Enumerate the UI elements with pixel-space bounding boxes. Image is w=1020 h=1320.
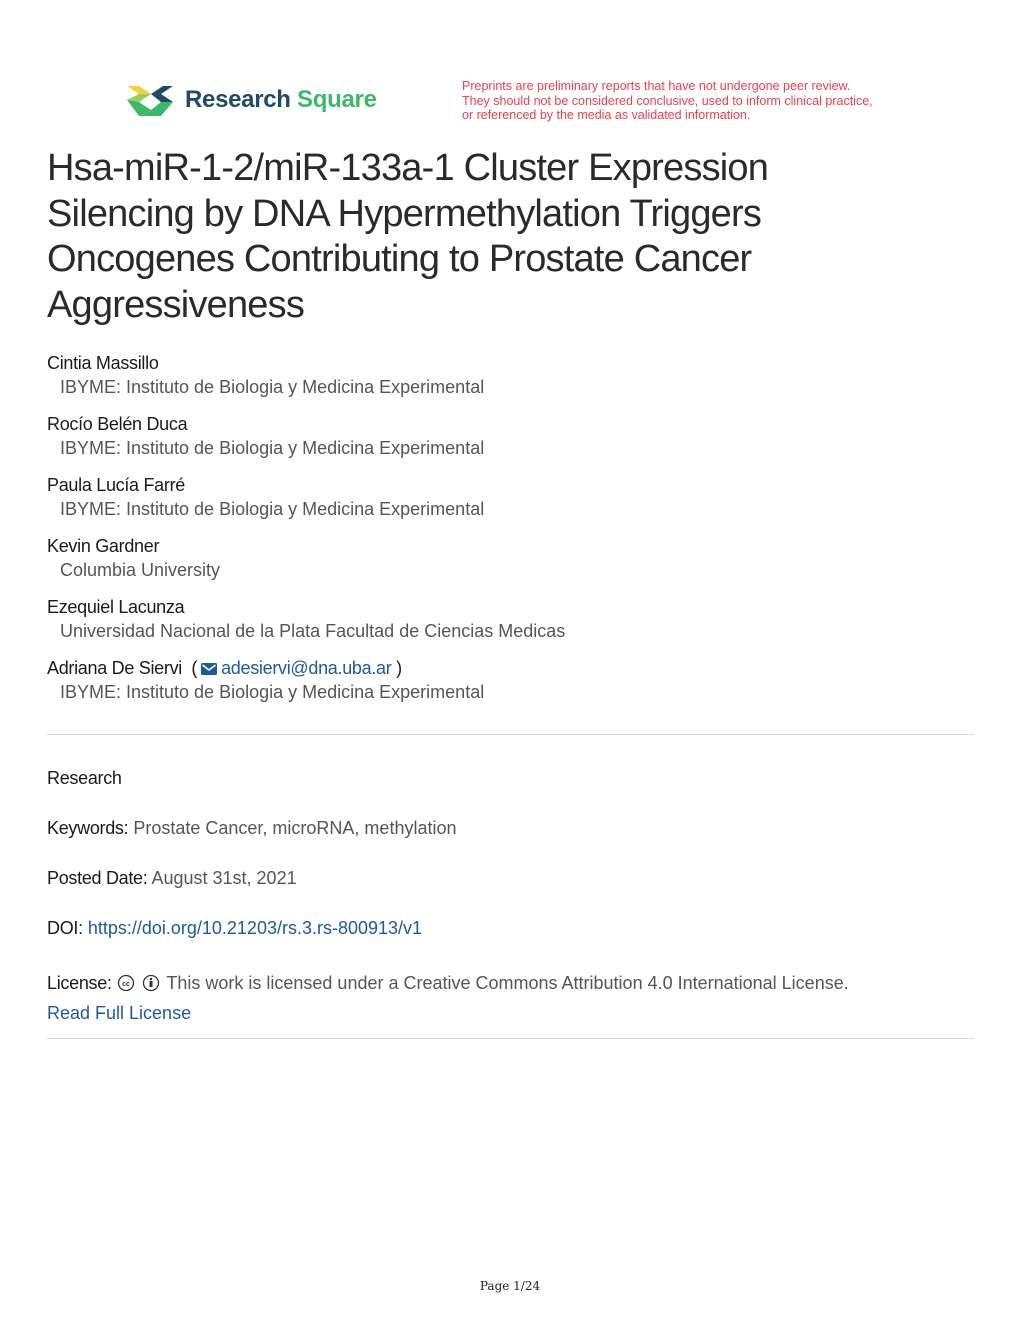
license-row [47,968,977,1028]
research-square-logo[interactable] [125,82,377,118]
author-email-link[interactable]: adesiervi@dna.uba.ar [221,658,392,678]
logo-text-square: Square [297,86,377,113]
paren-close: ) [391,658,402,678]
license-label: License: [47,973,112,993]
author-name: Kevin Gardner [47,536,160,556]
keywords-value: Prostate Cancer, microRNA, methylation [133,818,457,838]
author-name: Rocío Belén Duca [47,414,188,434]
logo-text-research: Research [185,86,291,113]
author-name: Cintia Massillo [47,353,159,373]
preprint-disclaimer [462,79,932,123]
doi-link[interactable]: https://doi.org/10.21203/rs.3.rs-800913/v1 [87,918,423,938]
research-square-logo-icon [125,82,175,118]
page-number: Page 1/24 [479,1279,541,1293]
author-affiliation: Universidad Nacional de la Plata Facultad de Ciencias Medicas [60,621,566,641]
disclaimer-line: They should not be considered conclusive, used to inform clinical practice, [462,93,873,108]
divider [47,1038,975,1039]
paren-open: ( [186,658,198,678]
posted-date-row [47,868,297,889]
author-list [47,352,977,718]
read-full-license-link[interactable]: Read Full License [47,1003,192,1023]
keywords-label: Keywords: [47,818,129,838]
title-line: Hsa-miR-1-2/miR-133a-1 Cluster Expression [47,147,769,189]
keywords-row [47,818,456,839]
author-affiliation: IBYME: Instituto de Biologia y Medicina Experimental [60,438,485,458]
posted-date-label: Posted Date: [47,868,148,888]
envelope-icon [200,662,218,676]
article-type [47,768,122,789]
title-line: Oncogenes Contributing to Prostate Cancer [47,238,752,280]
author-affiliation: IBYME: Instituto de Biologia y Medicina Experimental [60,682,485,702]
posted-date-value: August 31st, 2021 [151,868,297,888]
attribution-icon [142,974,160,992]
divider [47,734,975,735]
doi-label: DOI: [47,918,83,938]
license-text: This work is licensed under a Creative Commons Attribution 4.0 International License. [166,973,849,993]
title-line: Silencing by DNA Hypermethylation Triggers [47,192,762,235]
corresponding-author [47,657,977,681]
disclaimer-line: or referenced by the media as validated information. [462,108,751,122]
paper-title [47,146,947,328]
author-affiliation: IBYME: Instituto de Biologia y Medicina Experimental [60,499,485,519]
article-type-label: Research [47,768,122,788]
creative-commons-icon [117,974,135,992]
author-name: Ezequiel Lacunza [47,597,185,617]
doi-row [47,918,422,939]
disclaimer-line: Preprints are preliminary reports that have not undergone peer review. [462,79,851,93]
author-affiliation: IBYME: Instituto de Biologia y Medicina Experimental [60,377,485,397]
author-affiliation: Columbia University [60,560,221,580]
author-name: Adriana De Siervi [47,658,182,678]
title-line: Aggressiveness [47,283,305,326]
author-name: Paula Lucía Farré [47,475,185,495]
svg-text:cc: cc [121,981,130,988]
